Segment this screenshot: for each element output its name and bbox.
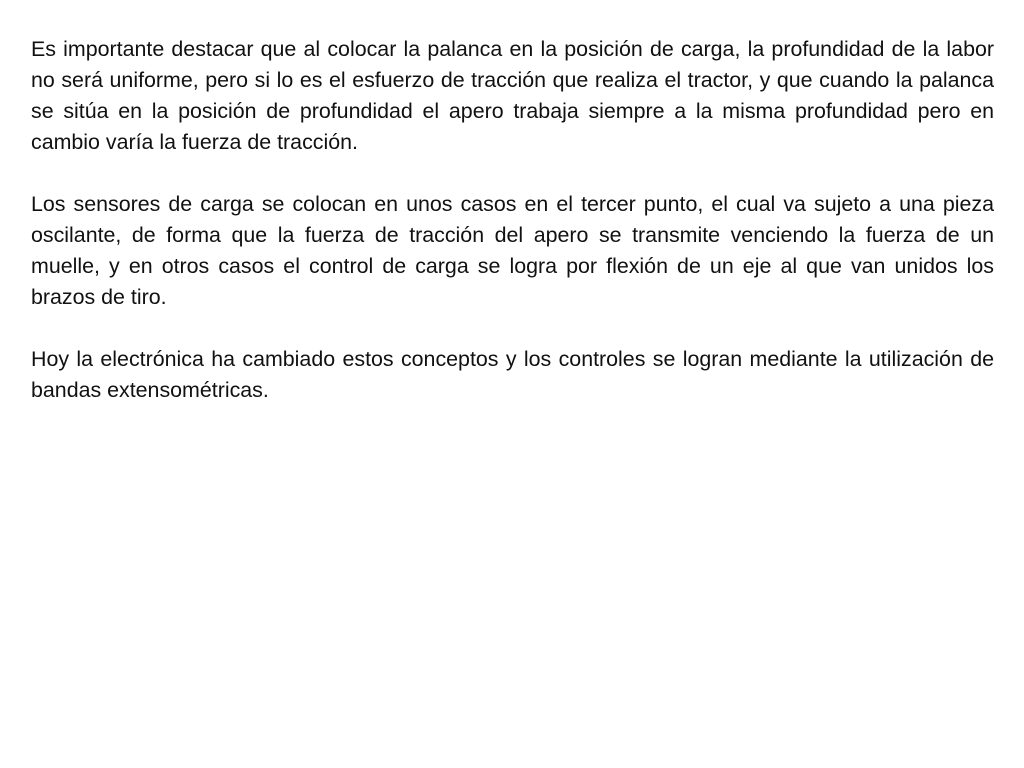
paragraph-load-position: Es importante destacar que al colocar la palanca en la posición de carga, la profundidad de la labor no será uniforme, pero si lo es el esfuerzo de tracción que realiza el tractor, y que cuando la palanca se sitúa en la posición de profundidad el apero trabaja siempre a la misma profundidad pero en cambio varía la fuerza de tracción. <box>31 37 994 154</box>
paragraph-load-sensors: Los sensores de carga se colocan en unos casos en el tercer punto, el cual va sujeto a una pieza oscilante, de forma que la fuerza de tracción del apero se transmite venciendo la fuerza de un muelle, y en otros casos el control de carga se logra por flexión de un eje al que van unidos los brazos de tiro. <box>31 192 994 309</box>
slide-body <box>31 34 994 437</box>
paragraph-electronics: Hoy la electrónica ha cambiado estos conceptos y los controles se logran mediante la utilización de bandas extensométricas. <box>31 347 994 402</box>
